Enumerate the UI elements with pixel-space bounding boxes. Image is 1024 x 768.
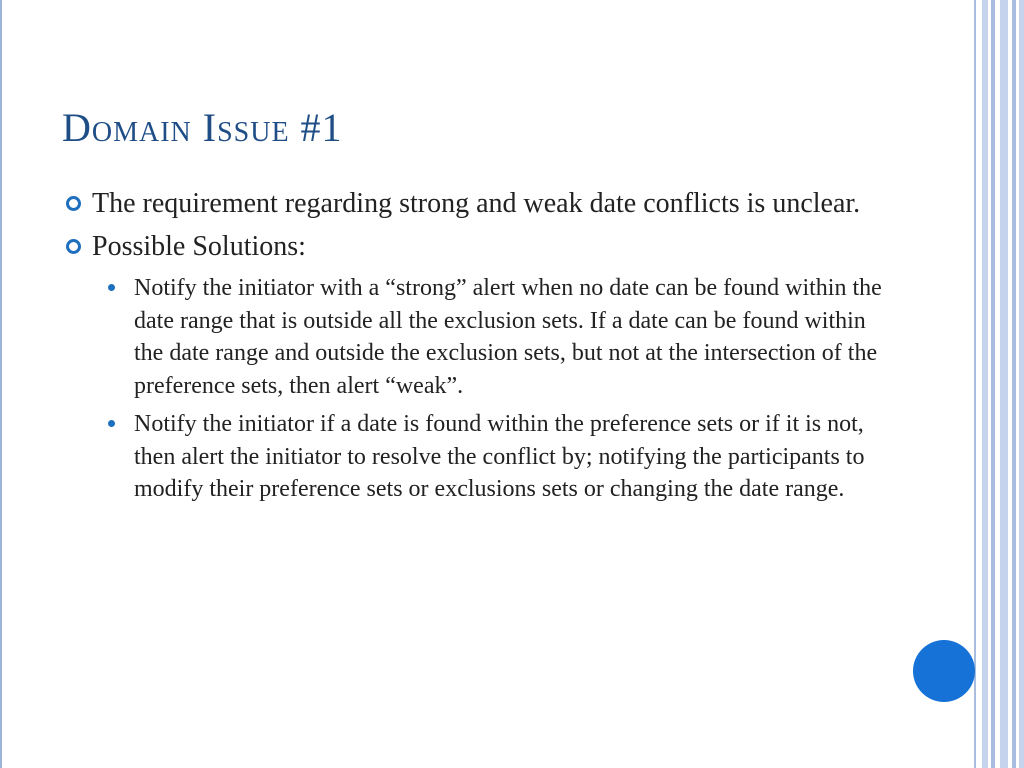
ring-bullet-icon	[66, 239, 81, 254]
bullet-text: Possible Solutions:	[92, 231, 306, 262]
ring-bullet-icon	[66, 196, 81, 211]
stripe	[991, 0, 995, 768]
bullet-item	[62, 229, 892, 264]
sub-bullet-item	[62, 272, 892, 402]
left-frame-border	[0, 0, 6, 768]
stripe	[1019, 0, 1024, 768]
stripe	[1012, 0, 1016, 768]
right-decorative-stripes	[974, 0, 1024, 768]
dot-bullet-icon	[108, 284, 115, 291]
dot-bullet-icon	[108, 420, 115, 427]
stripe	[974, 0, 976, 768]
slide-title: Domain Issue #1	[62, 105, 343, 150]
bullet-item	[62, 186, 892, 221]
stripe	[1000, 0, 1008, 768]
sub-bullet-text: Notify the initiator with a “strong” alert when no date can be found within the date range that is outside all the exclusion sets. If a date can be found within the date range and outside the exclusion sets, but not at the intersection of the preference sets, then alert “weak”.	[134, 275, 882, 399]
slide-content	[62, 186, 892, 512]
bullet-text: The requirement regarding strong and weak date conflicts is unclear.	[92, 188, 861, 219]
decorative-circle	[913, 640, 975, 702]
sub-bullet-text: Notify the initiator if a date is found within the preference sets or if it is not, then alert the initiator to resolve the conflict by; notifying the participants to modify their preference sets or exclusions sets or changing the date range.	[134, 411, 865, 502]
stripe	[982, 0, 988, 768]
sub-bullet-item	[62, 408, 892, 506]
